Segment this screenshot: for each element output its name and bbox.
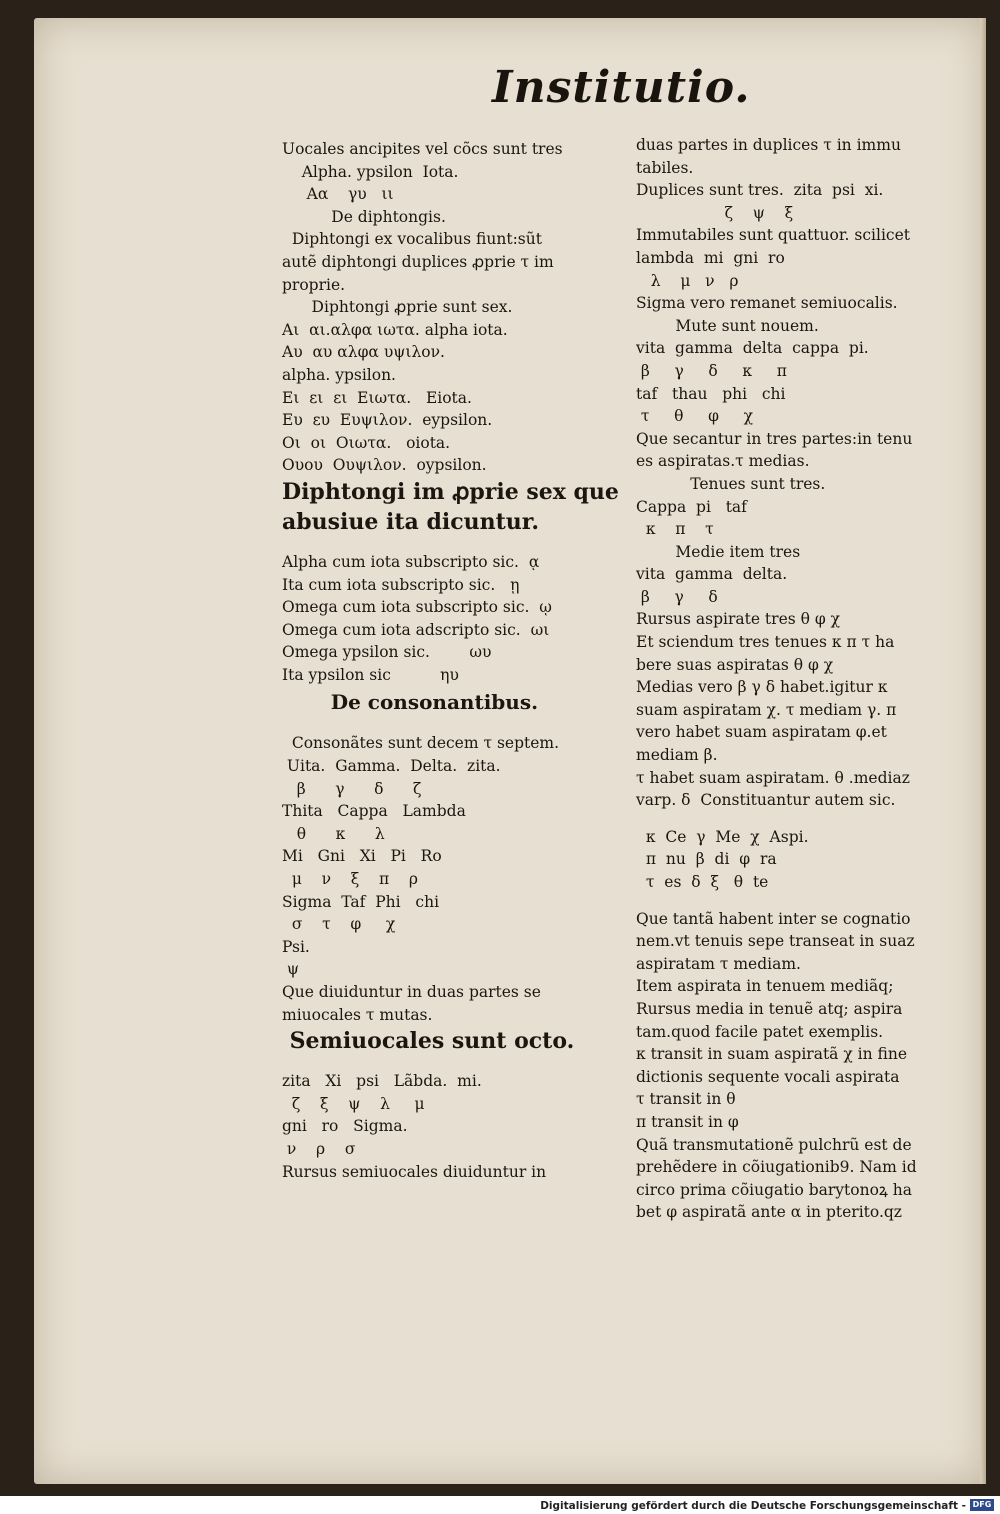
text-line: Omega cum iota adscripto sic. ωι (282, 620, 550, 639)
text-line: Que secantur in tres partes:in tenu (636, 429, 913, 448)
text-line: Αυ αυ αλφα υψιλον. (282, 343, 445, 362)
text-line: λ μ ν ρ (636, 271, 739, 290)
text-line: Diphtongi ꝓprie sunt sex. (282, 298, 513, 317)
text-line: Alpha cum iota subscripto sic. ᾳ (282, 552, 540, 571)
text-line: De diphtongis. (282, 207, 446, 226)
text-line: mediam β. (636, 746, 718, 765)
text-line: θ κ λ (282, 824, 385, 843)
text-line: Αα γυ ιι (282, 185, 394, 204)
text-line: Uocales ancipites vel cõcs sunt tres (282, 140, 563, 158)
text-line: Item aspirata in tenuem mediãq; (636, 977, 894, 996)
text-line: Medie item tres (636, 542, 801, 561)
text-line: nem.vt tenuis sepe transeat in suaz (636, 932, 915, 951)
text-line: Alpha. ypsilon Iota. (282, 162, 459, 181)
text-line: Αι αι.αλφα ιωτα. alpha iota. (282, 320, 508, 339)
text-line: duas partes in duplices τ in immu (636, 136, 901, 154)
text-line: Rursus semiuocales diuiduntur in (282, 1162, 547, 1181)
text-line: Mi Gni Xi Pi Ro (282, 847, 442, 866)
text-line: Sigma Taf Phi chi (282, 892, 440, 911)
text-line: Οι οι Οιωτα. oiota. (282, 433, 451, 452)
text-line: π transit in φ (636, 1112, 739, 1131)
text-line: Immutabiles sunt quattuor. scilicet (636, 226, 911, 245)
text-line: κ transit in suam aspiratã χ in fine (636, 1045, 908, 1064)
text-line: Ει ει ει Ειωτα. Eiota. (282, 388, 472, 407)
text-line: bere suas aspiratas θ φ χ (636, 655, 834, 674)
text-line: lambda mi gni ro (636, 248, 785, 267)
text-line: aspiratam τ mediam. (636, 954, 801, 973)
text-line: Uita. Gamma. Delta. zita. (282, 757, 501, 776)
text-line: Que diuiduntur in duas partes se (282, 983, 541, 1001)
text-line: zita Xi psi Lãbda. mi. (282, 1072, 482, 1091)
section-heading: Diphtongi im ꝓprie sex que (282, 478, 619, 505)
text-line: Ουου Ουψιλον. oypsilon. (282, 456, 487, 475)
text-line: Consonãtes sunt decem τ septem. (282, 734, 560, 753)
text-line: bet φ aspiratã ante α in pterito.qz (636, 1203, 902, 1222)
line-gap (262, 537, 624, 551)
text-line: τ habet suam aspiratam. θ .mediaz (636, 768, 910, 787)
section-heading: Semiuocales sunt octo. (282, 1028, 575, 1055)
text-line: miuocales τ mutas. (282, 1005, 433, 1024)
text-line: β γ δ ζ (282, 779, 422, 798)
footer-bar (0, 1496, 1000, 1514)
section-heading: abusiue ita dicuntur. (282, 508, 539, 535)
text-line: τ es δ ξ θ te (636, 873, 769, 891)
text-line: prehẽdere in cõiugationib9. Nam id (636, 1158, 917, 1177)
text-line: vita gamma delta cappa pi. (636, 339, 869, 358)
text-line: proprie. (282, 275, 346, 294)
text-line: ζ ψ ξ (636, 203, 794, 222)
text-line: ν ρ σ (282, 1139, 356, 1158)
text-line: κ Ce γ Me χ Aspi. (636, 827, 809, 846)
text-line: suam aspiratam χ. τ mediam γ. π (636, 700, 897, 719)
text-line: β γ δ κ π (636, 361, 787, 380)
line-gap (262, 1056, 624, 1070)
section-heading: De consonantibus. (282, 690, 539, 715)
page-edge (980, 18, 986, 1484)
text-line: σ τ φ χ (282, 915, 396, 934)
text-line: τ transit in θ (636, 1090, 736, 1109)
text-line: Ita ypsilon sic ηυ (282, 665, 459, 684)
line-gap (600, 894, 956, 908)
text-line: dictionis sequente vocali aspirata (636, 1067, 900, 1086)
text-line: tabiles. (636, 158, 694, 177)
text-line: Rursus media in tenuẽ atq; aspira (636, 999, 903, 1018)
text-line: π nu β di φ ra (636, 850, 777, 869)
text-line: circo prima cõiugatio barytonoꝝ ha (636, 1180, 913, 1199)
text-line: μ ν ξ π ρ (282, 870, 419, 889)
text-line: vita gamma delta. (636, 565, 788, 584)
text-line: Et sciendum tres tenues κ π τ ha (636, 633, 895, 652)
text-line: Quã transmutationẽ pulchrũ est de (636, 1135, 912, 1154)
text-line: ψ (282, 960, 300, 979)
text-line: Psi. (282, 937, 310, 956)
text-line: tam.quod facile patet exemplis. (636, 1022, 884, 1041)
text-line: κ π τ (636, 520, 714, 539)
text-line: Omega ypsilon sic. ωυ (282, 643, 492, 662)
text-line: β γ δ (636, 587, 718, 606)
line-gap (600, 812, 956, 826)
text-line: Rursus aspirate tres θ φ χ (636, 610, 841, 629)
footer-credit: Digitalisierung gefördert durch die Deutsche Forschungsgemeinschaft - (540, 1500, 966, 1512)
text-line: Ita cum iota subscripto sic. ῃ (282, 575, 520, 594)
text-line: Que tantã habent inter se cognatio (636, 909, 911, 928)
text-line: Sigma vero remanet semiuocalis. (636, 294, 898, 313)
text-line: alpha. ypsilon. (282, 365, 396, 384)
left-column (262, 138, 624, 1183)
running-head: Institutio. (492, 62, 751, 113)
text-line: ζ ξ ψ λ μ (282, 1094, 425, 1113)
right-column (600, 134, 956, 1224)
text-line: Cappa pi taf (636, 497, 747, 516)
text-line: gni ro Sigma. (282, 1117, 408, 1136)
text-line: taf thau phi chi (636, 384, 786, 403)
text-line: Omega cum iota subscripto sic. ῳ (282, 598, 552, 617)
line-gap (262, 718, 624, 732)
text-line: varp. δ Constituantur autem sic. (636, 791, 896, 810)
text-line: Tenues sunt tres. (636, 474, 826, 493)
dfg-logo: DFG (970, 1499, 994, 1511)
text-line: Diphtongi ex vocalibus fiunt:sũt (282, 230, 542, 249)
text-line: vero habet suam aspiratam φ.et (636, 723, 887, 742)
text-line: Medias vero β γ δ habet.igitur κ (636, 678, 888, 697)
text-line: Thita Cappa Lambda (282, 802, 466, 821)
text-line: autẽ diphtongi duplices ꝓprie τ im (282, 252, 554, 271)
text-line: Duplices sunt tres. zita psi xi. (636, 181, 884, 200)
text-line: Mute sunt nouem. (636, 316, 819, 335)
text-line: τ θ φ χ (636, 407, 753, 426)
text-line: es aspiratas.τ medias. (636, 452, 810, 471)
text-line: Ευ ευ Ευψιλον. eypsilon. (282, 411, 493, 430)
